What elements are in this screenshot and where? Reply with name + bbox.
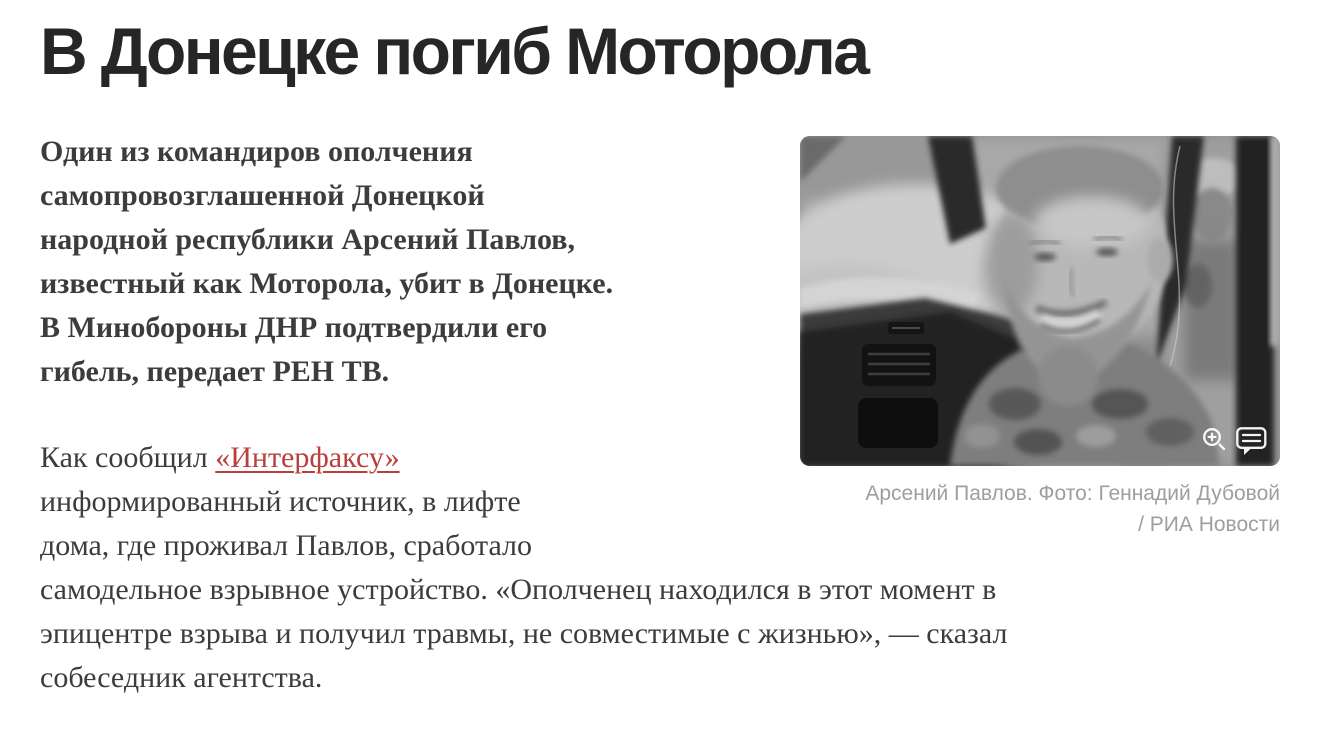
photo-overlay-icons <box>1202 427 1267 456</box>
lead-paragraph: Один из командиров ополчения самопровозглашенной Донецкой народной республики Арсений Павлов, известный как Моторола, убит в Донецке. В Минобороны ДНР подтвердили его гибель, передает РЕН ТВ. <box>40 135 614 388</box>
article-title: В Донецке погиб Моторола <box>40 14 868 88</box>
article-figure <box>800 136 1280 540</box>
body-text-before-link: Как сообщил <box>40 441 216 474</box>
photo-art <box>800 136 1280 466</box>
comments-icon[interactable] <box>1236 427 1267 456</box>
body-text-after-link: информированный источник, в лифте дома, где проживал Павлов, сработало самодельное взрывное устройство. «Ополченец находился в этот момент в эпицентре взрыва и получил травмы, не совместимые с жизнью», — сказал собеседник агентства. <box>40 485 1008 694</box>
interfax-link[interactable]: «Интерфаксу» <box>215 441 400 474</box>
article-page <box>40 14 1280 700</box>
photo-caption: Арсений Павлов. Фото: Геннадий Дубовой / РИА Новости <box>865 482 1280 536</box>
zoom-in-icon[interactable] <box>1202 427 1227 452</box>
article-photo[interactable] <box>800 136 1280 466</box>
